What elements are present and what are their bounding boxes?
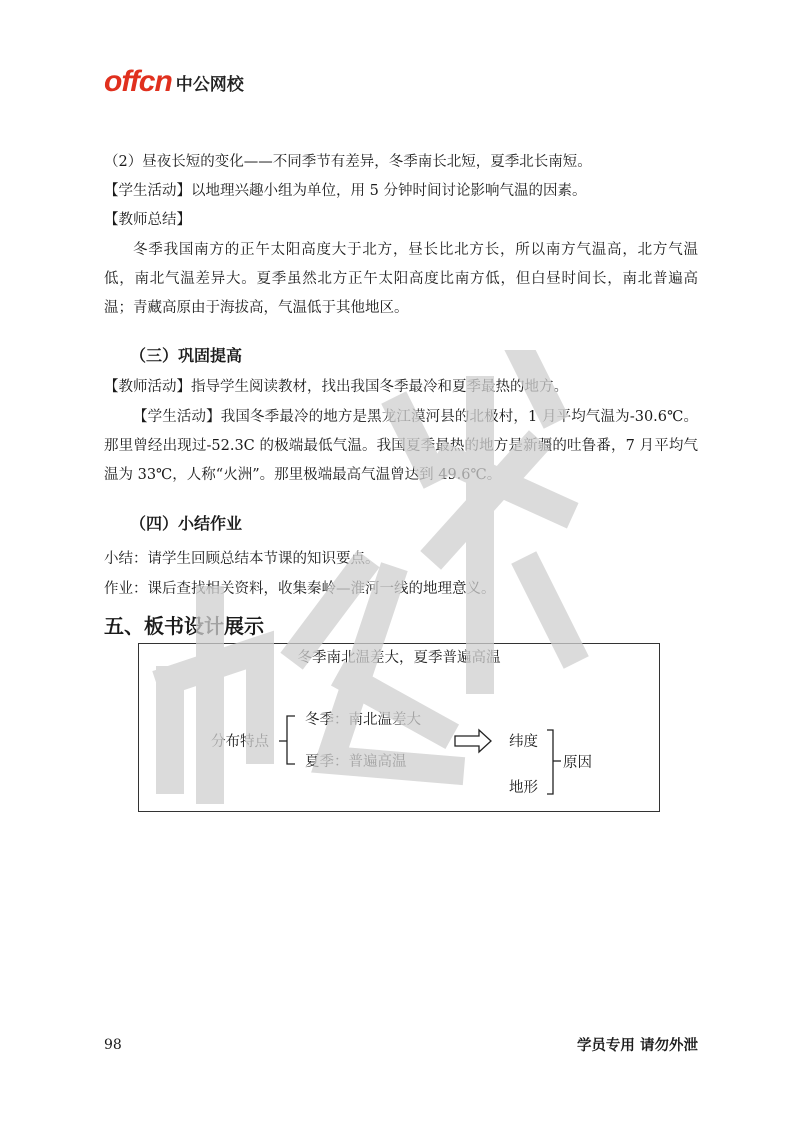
heading-summary-homework: （四）小结作业 xyxy=(130,514,243,533)
paragraph-student-activity-1: 【学生活动】以地理兴趣小组为单位，用 5 分钟时间讨论影响气温的因素。 xyxy=(104,183,587,199)
footer-note: 学员专用 请勿外泄 xyxy=(576,1038,698,1054)
board-winter: 冬季：南北温差大 xyxy=(305,712,421,728)
page-number: 98 xyxy=(104,1037,122,1053)
board-cause-label: 原因 xyxy=(563,755,592,771)
board-factor-terrain: 地形 xyxy=(509,780,538,796)
board-design-box xyxy=(138,643,660,812)
logo-mark: offcn xyxy=(104,65,172,98)
board-title: 冬季南北温差大，夏季普遍高温 xyxy=(297,650,501,666)
board-factor-latitude: 纬度 xyxy=(509,734,538,750)
board-summer: 夏季：普遍高温 xyxy=(305,754,407,770)
paragraph-homework: 作业：课后查找相关资料，收集秦岭—淮河一线的地理意义。 xyxy=(104,581,496,597)
paragraph-teacher-activity: 【教师活动】指导学生阅读教材，找出我国冬季最冷和夏季最热的地方。 xyxy=(104,379,568,395)
paragraph-summary: 小结：请学生回顾总结本节课的知识要点。 xyxy=(104,551,380,567)
logo-name: 中公网校 xyxy=(175,74,244,95)
paragraph-teacher-summary-label: 【教师总结】 xyxy=(104,212,191,228)
paragraph-day-length: （2）昼夜长短的变化——不同季节有差异，冬季南长北短，夏季北长南短。 xyxy=(104,154,592,170)
section-heading-board-design: 五、板书设计展示 xyxy=(104,614,264,638)
offcn-logo xyxy=(104,64,244,100)
paragraph-teacher-summary: 冬季我国南方的正午太阳高度大于北方，昼长比北方长，所以南方气温高，北方气温低，南北气温差异大。夏季虽然北方正午太阳高度比南方低，但白昼时间长，南北普遍高温；青藏高原由于海拔高，气温低于其他地区。 xyxy=(104,242,698,316)
board-distribution-label: 分布特点 xyxy=(211,734,269,750)
heading-consolidate: （三）巩固提高 xyxy=(130,346,243,365)
paragraph-student-activity-2: 【学生活动】我国冬季最冷的地方是黑龙江漠河县的北极村，1 月平均气温为-30.6℃。那里曾经出现过-52.3C 的极端最低气温。我国夏季最热的地方是新疆的吐鲁番，7 月平均气温为 33℃，人称“火洲”。那里极端最高气温曾达到 49.6℃。 xyxy=(104,409,698,483)
